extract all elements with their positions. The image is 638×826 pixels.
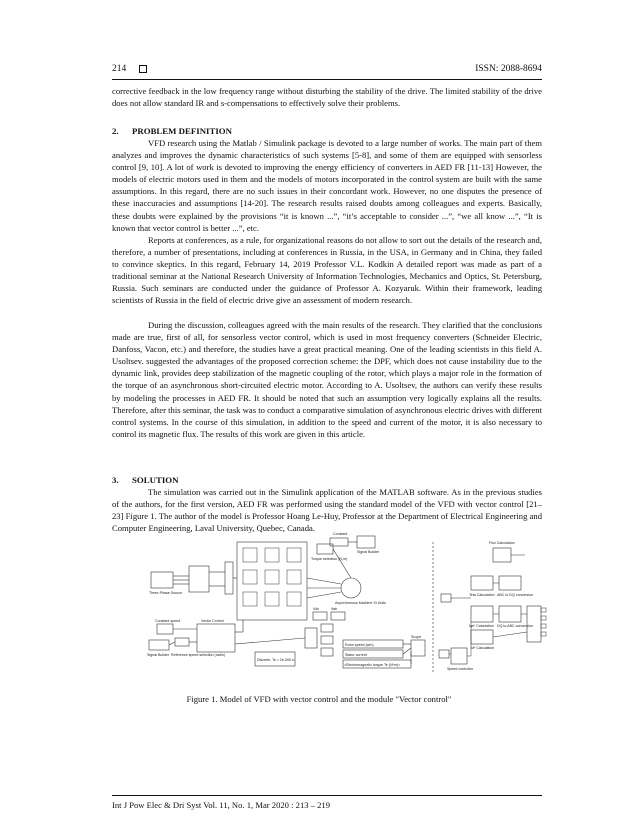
figure-caption: Figure 1. Model of VFD with vector control and the module "Vector control"	[186, 694, 452, 704]
constant-speed-label: Constant speed	[155, 619, 181, 623]
vdc-label: Vdc	[313, 607, 320, 611]
section-2-number: 2.	[112, 126, 119, 136]
vector-control-block	[197, 624, 235, 652]
flux-calc-label: Flux Calculation	[489, 541, 515, 545]
page-number: 214	[112, 64, 127, 74]
dc-link-block	[225, 562, 233, 594]
section-3-heading	[112, 475, 178, 485]
iqs-calc-block	[471, 606, 493, 622]
three-phase-source-block	[151, 572, 173, 588]
section-3-title: SOLUTION	[132, 475, 179, 485]
simulink-model-svg	[145, 532, 547, 674]
section-2-paragraph-1: VFD research using the Matlab / Simulink package is devoted to a large number of works. The main part of them analyzes and improves the dynamic characteristics of such systems [5-8], and some of them are equipped with sensorless control [9, 10]. A lot of work is devoted to improving the energy efficiency of converters in AED FR [11-13] However, the models of electric motors used in them and the models of motors incorporated in the control system are built with the same assumptions. In this regard, there are no such issues in their concordant work. However, no one disputes the presence of these inaccuracies and assumptions [14-20]. The research results raised doubts among colleagues and experts. Basically, these doubts were explained by the provisions “it is known ...”, “it’s acceptable to consider ...”, “we all know ...”, “It is known that vector control is better ...”, etc.	[112, 138, 542, 233]
constant-speed-block	[157, 624, 173, 634]
vector-control-label: Vector Control	[201, 619, 224, 623]
teta-calc-block	[471, 576, 493, 590]
figure-1-simulink-diagram	[145, 532, 547, 674]
reference-speed-switch-block	[175, 638, 189, 646]
dq-abc-label: DQ to ABC conversion	[497, 624, 533, 628]
section-2-title: PROBLEM DEFINITION	[132, 126, 232, 136]
checkbox-glyph-icon	[139, 65, 147, 73]
section-2-paragraph-3: During the discussion, colleagues agreed with the main results of the research. They clarified that the conclusions made are true, first of all, for sensorless vector control, which is used in most frequency converters (Schneider Electric, Danfoss, Vacon, etc.) and therefore, the studies have a great practical meaning. One of the leading scientists in this field A. Usoltsev. suggested the advantages of the proposed correction scheme: the DPF, which does not cause instability due to the dynamic link, provides deep stabilization of the magnetic coupling of the rotor, which plays a major role in the formation of the torque of an asynchronous short-circuited electric motor. According to A. Usoltsev, the authors can verify these results by modeling the processes in AED FR. It should be noted that such an assumption very logically explains all the results. Therefore, after this seminar, the task was to conduct a comparative simulation of asynchronous electric drives with different control systems. In the course of this simulation, in addition to the speed and current of the motor, it is also necessary to control its magnetic flux. The results of this work are given in this article.	[112, 320, 542, 439]
em-torque-label: <Electromagnetic torque Te (N*m)>	[344, 663, 401, 667]
page-header	[112, 64, 542, 78]
id-calc-label: Id* Calculation	[471, 646, 495, 650]
torque-selection-block	[317, 544, 333, 554]
async-machine-label: Asynchronous Machine SI Units	[335, 601, 386, 605]
discrete-label: Discrete, Ts = 2e-005 s.	[257, 658, 295, 662]
stator-current-label: Stator current	[345, 653, 367, 657]
teta-calc-label: Teta Calculation	[469, 593, 495, 597]
header-rule	[112, 79, 542, 80]
constant-label: Constant	[333, 532, 348, 536]
abc-dq-label: ABC to DQ conversion	[497, 593, 534, 597]
vab-label: Vab	[331, 607, 338, 611]
id-calc-block	[471, 630, 493, 644]
issn-label: ISSN: 2088-8694	[475, 64, 542, 74]
section-3-number: 3.	[112, 475, 119, 485]
measurement-demux-block	[305, 628, 317, 648]
section-3-paragraph-1: The simulation was carried out in the Simulink application of the MATLAB software. As in the previous studies of the authors, for the first version, AED FR was performed using the standard model of the VFD with vector control [21–23] Figure 1. The author of the model is Professor Hoang Le-Huy, Professor at the Department of Electrical Engineering and Computer Engineering, Laval University, Quebec, Canada.	[112, 487, 542, 534]
speed-controller-block	[451, 648, 467, 664]
intro-paragraph: corrective feedback in the low frequency range without disturbing the stability of the drive. The limited stability of the drive does not allow standard IR and s-compensations to effectively solve their problems.	[112, 86, 542, 109]
three-phase-source-label: Three-Phase Source	[149, 591, 183, 595]
torque-selection-label: Torque selection (N.m)	[311, 557, 348, 561]
rectifier-block	[189, 566, 209, 592]
section-2-paragraph-2: Reports at conferences, as a rule, for organizational reasons do not allow to sort out the details of the research and, therefore, a number of presentations, including at conferences in Russia, in the USA, in Germany and in China, they failed to convince skeptics. In this regard, February 14, 2019 Professor V.L. Kodkin A detailed report was made as part of a traditional seminar at the National Research University of Information Technologies, Mechanics and Optics, St. Petersburg, Russia. Such seminars are conducted under the guidance of Professor A. Kozyaruk. Within their framework, leading scientists of Russia in the field of electric drive give an assessment of modern research.	[112, 235, 542, 306]
async-machine-block	[341, 578, 361, 598]
scope-block	[411, 640, 425, 656]
rotor-speed-label: Rotor speed (wm)	[345, 643, 374, 647]
journal-footer: Int J Pow Elec & Dri Syst Vol. 11, No. 1, Mar 2020 : 213 – 219	[112, 800, 331, 810]
section-2-heading	[112, 126, 232, 136]
iqs-calc-label: Iqs* Calculation	[469, 624, 494, 628]
signal-builder-top-block	[357, 536, 375, 548]
scope-label: Scope	[411, 635, 422, 639]
signal-builder-top-label: Signal Builder	[357, 550, 380, 554]
footer-rule	[112, 795, 542, 796]
reference-speed-label: Reference speed selection (rad/s)	[171, 653, 225, 657]
signal-builder-bottom-label: Signal Builder	[147, 653, 170, 657]
abc-dq-block	[499, 576, 521, 590]
signal-builder-bottom-block	[149, 640, 169, 650]
inverter-bridge-block	[237, 542, 307, 620]
flux-calc-block	[493, 548, 511, 562]
dq-abc-block	[499, 606, 521, 622]
speed-controller-label: Speed controller	[447, 667, 474, 671]
